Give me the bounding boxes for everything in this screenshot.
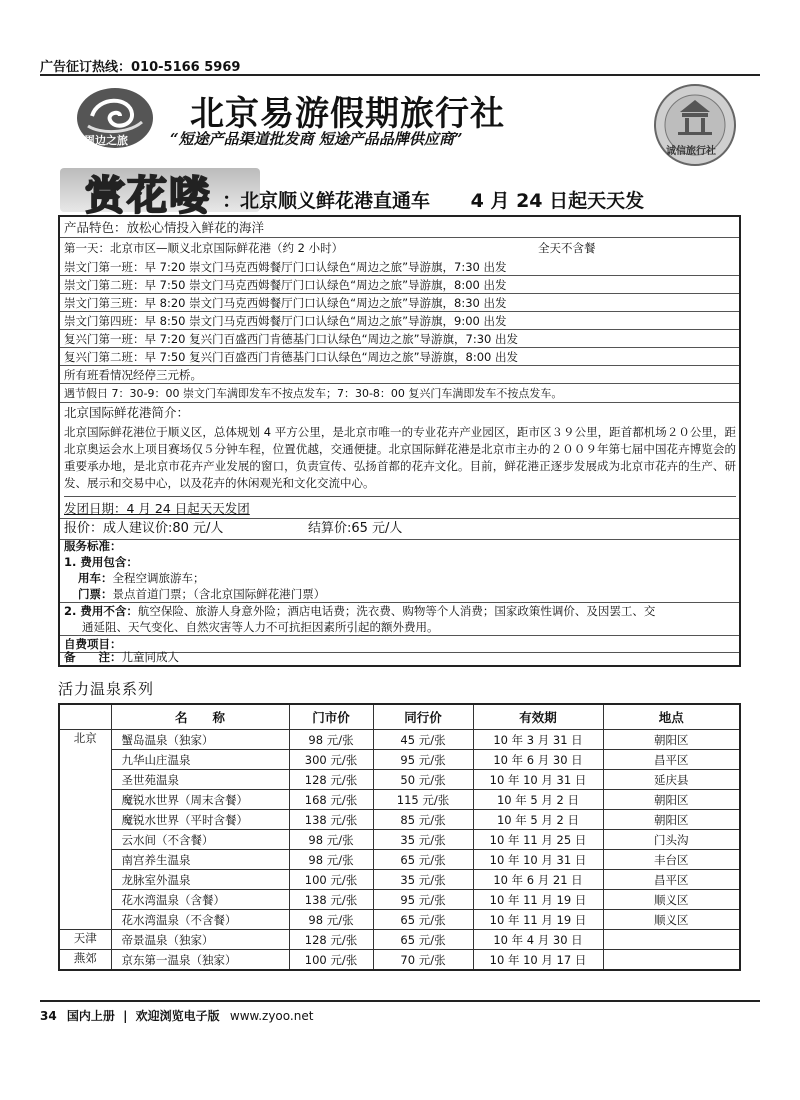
location: 朝阳区 [603, 790, 740, 810]
feature-text: 产品特色：放松心情投入鲜花的海洋 [64, 220, 265, 235]
day1-meal: 全天不含餐 [538, 241, 596, 255]
fee-excl-row [60, 603, 739, 619]
valid-until: 10 年 6 月 21 日 [473, 870, 603, 890]
slogan: “短途产品渠道批发商 短途产品品牌供应商” [170, 130, 463, 148]
col-header [59, 704, 111, 730]
holiday-note-row [60, 386, 739, 403]
invite-text: 欢迎浏览电子版 [135, 1009, 220, 1023]
table-row [59, 790, 740, 810]
spa-name: 龙脉室外温泉 [111, 870, 289, 890]
intro-paragraph: 北京国际鲜花港位于顺义区，总体规划 4 平方公里，是北京市唯一的专业花卉产业园区，距市区３９公里，距首都机场２０公里，距北京奥运会水上项目赛场仅５分钟车程，位置优越，交通便捷。北京国际鲜花港是北京市主办的２００９年第七届中国花卉博览会的重要承办地，是北京市花卉产业发展的窗口，负责宣传、弘扬首都的花卉文化。目前，鲜花港正逐步发展成为北京市花卉的生产、研发、展示和交易中心，以及花卉的休闲观光和文化交流中心。 [64, 424, 736, 497]
agency-name: 北京易游假期旅行社 [190, 94, 505, 134]
spa-name: 花水湾温泉（不含餐） [111, 910, 289, 930]
fee-excl-label: 2. 费用不含： [64, 604, 138, 618]
trade-price: 65 元/张 [373, 910, 473, 930]
group-date: 发团日期：4 月 24 日起天天发团 [64, 501, 250, 516]
retail-price: 100 元/张 [289, 870, 373, 890]
fee-car: 全程空调旅游车； [112, 571, 205, 585]
spa-section-title: 活力温泉系列 [58, 680, 155, 698]
shuttle-text: 崇文门第三班：早 8:20 崇文门马克西姆餐厅门口认绿色“周边之旅”导游旗，8:30 出发 [64, 296, 507, 310]
stop-note: 所有班看情况经停三元桥。 [64, 368, 202, 382]
table-row [59, 950, 740, 971]
heading-colon: ： [222, 188, 242, 212]
day1-row [60, 240, 739, 256]
region-cell: 燕郊 [59, 950, 111, 971]
trade-price: 85 元/张 [373, 810, 473, 830]
fee-incl-title: 1. 费用包含： [64, 555, 138, 569]
retail-price: 128 元/张 [289, 930, 373, 950]
trade-price: 35 元/张 [373, 870, 473, 890]
shuttle-text: 复兴门第一班：早 7:20 复兴门百盛西门肯德基门口认绿色“周边之旅”导游旗，7:30 出发 [64, 332, 519, 346]
group-date-row [60, 500, 739, 519]
retail-price: 138 元/张 [289, 890, 373, 910]
retail-price: 98 元/张 [289, 830, 373, 850]
trade-price: 35 元/张 [373, 830, 473, 850]
remark-label: 备 注： [64, 650, 122, 664]
trade-price: 70 元/张 [373, 950, 473, 971]
footer [40, 1007, 313, 1024]
price-adult: 报价：成人建议价:80 元/人 [64, 521, 224, 536]
remark: 儿童同成人 [121, 650, 179, 664]
spa-table [58, 703, 741, 971]
location: 朝阳区 [603, 810, 740, 830]
trade-price: 50 元/张 [373, 770, 473, 790]
spa-name: 云水间（不含餐） [111, 830, 289, 850]
valid-until: 10 年 11 月 19 日 [473, 890, 603, 910]
valid-until: 10 年 3 月 31 日 [473, 730, 603, 750]
spa-name: 魔锐水世界（平时含餐） [111, 810, 289, 830]
valid-until: 10 年 10 月 31 日 [473, 770, 603, 790]
trade-price: 115 元/张 [373, 790, 473, 810]
location [603, 950, 740, 971]
day1-label: 第一天：北京市区—顺义北京国际鲜花港（约 2 小时） [64, 241, 344, 255]
logo-text: 周边之旅 [84, 134, 128, 147]
shuttle-row [60, 295, 739, 312]
ad-hotline: 广告征订热线：010-5166 5969 [40, 60, 241, 75]
feature-row [60, 218, 739, 238]
trade-price: 95 元/张 [373, 890, 473, 910]
shuttle-text: 崇文门第二班：早 7:50 崇文门马克西姆餐厅门口认绿色“周边之旅”导游旗，8:00 出发 [64, 278, 507, 292]
location: 门头沟 [603, 830, 740, 850]
fee-excl-text: 航空保险、旅游人身意外险；酒店电话费；洗衣费、购物等个人消费；国家政策性调价、及因罢工、交 [137, 604, 656, 618]
fee-ticket: 景点首道门票；（含北京国际鲜花港门票） [112, 587, 326, 601]
col-header: 名 称 [111, 704, 289, 730]
stop-note-row [60, 367, 739, 384]
shuttle-text: 复兴门第二班：早 7:50 复兴门百盛西门肯德基门口认绿色“周边之旅”导游旗，8:00 出发 [64, 350, 519, 364]
location: 丰台区 [603, 850, 740, 870]
page-number: 34 [40, 1009, 57, 1023]
retail-price: 98 元/张 [289, 730, 373, 750]
trade-price: 45 元/张 [373, 730, 473, 750]
retail-price: 168 元/张 [289, 790, 373, 810]
col-header: 门市价 [289, 704, 373, 730]
spa-header-row [59, 704, 740, 730]
retail-price: 98 元/张 [289, 850, 373, 870]
price-settle: 结算价:65 元/人 [308, 521, 403, 536]
route-name: 北京顺义鲜花港直通车 [240, 190, 431, 212]
table-row [59, 930, 740, 950]
fee-ticket-row [60, 586, 739, 603]
table-row [59, 830, 740, 850]
section-name: 国内上册 [66, 1009, 115, 1023]
valid-until: 10 年 5 月 2 日 [473, 810, 603, 830]
main-heading: 赏花喽 [85, 172, 211, 219]
service-title-row [60, 538, 739, 554]
col-header: 地点 [603, 704, 740, 730]
spa-name: 京东第一温泉（独家） [111, 950, 289, 971]
route-title [240, 186, 644, 213]
table-row [59, 850, 740, 870]
spa-name: 圣世苑温泉 [111, 770, 289, 790]
valid-until: 10 年 5 月 2 日 [473, 790, 603, 810]
valid-until: 10 年 10 月 17 日 [473, 950, 603, 971]
intro-title-row [60, 405, 739, 421]
region-cell: 北京 [59, 730, 111, 930]
fee-excl-row-2 [60, 619, 739, 636]
table-row [59, 890, 740, 910]
location: 昌平区 [603, 870, 740, 890]
retail-price: 128 元/张 [289, 770, 373, 790]
region-cell: 天津 [59, 930, 111, 950]
location: 昌平区 [603, 750, 740, 770]
separator: | [123, 1009, 128, 1023]
valid-until: 10 年 4 月 30 日 [473, 930, 603, 950]
retail-price: 300 元/张 [289, 750, 373, 770]
trade-price: 95 元/张 [373, 750, 473, 770]
trade-price: 65 元/张 [373, 930, 473, 950]
valid-until: 10 年 10 月 31 日 [473, 850, 603, 870]
spa-name: 花水湾温泉（含餐） [111, 890, 289, 910]
holiday-note: 遇节假日 7：30-9：00 崇文门车满即发车不按点发车；7：30-8：00 复兴门车满即发车不按点发车。 [64, 387, 563, 400]
shuttle-row [60, 331, 739, 348]
spa-name: 蟹岛温泉（独家） [111, 730, 289, 750]
fee-car-label: 用车： [78, 571, 113, 585]
table-row [59, 730, 740, 750]
shuttle-text: 崇文门第一班：早 7:20 崇文门马克西姆餐厅门口认绿色“周边之旅”导游旗，7:30 出发 [64, 260, 507, 274]
table-row [59, 750, 740, 770]
valid-until: 10 年 11 月 19 日 [473, 910, 603, 930]
col-header: 同行价 [373, 704, 473, 730]
self-pay: 自费项目： [64, 637, 122, 651]
shuttle-row [60, 277, 739, 294]
location: 延庆县 [603, 770, 740, 790]
spa-name: 九华山庄温泉 [111, 750, 289, 770]
shuttle-row [60, 313, 739, 330]
valid-until: 10 年 6 月 30 日 [473, 750, 603, 770]
shuttle-text: 崇文门第四班：早 8:50 崇文门马克西姆餐厅门口认绿色“周边之旅”导游旗，9:00 出发 [64, 314, 507, 328]
bottom-divider [40, 1000, 760, 1002]
location [603, 930, 740, 950]
location: 顺义区 [603, 890, 740, 910]
fee-car-row [60, 570, 739, 586]
table-row [59, 770, 740, 790]
price-row [60, 519, 739, 540]
location: 朝阳区 [603, 730, 740, 750]
departure-note: 4 月 24 日起天天发 [470, 190, 645, 212]
top-divider [40, 74, 760, 76]
fee-ticket-label: 门票： [78, 587, 113, 601]
spa-name: 南宫养生温泉 [111, 850, 289, 870]
fee-excl-text-2: 通延阻、天气变化、自然灾害等人力不可抗拒因素所引起的额外费用。 [82, 620, 439, 634]
retail-price: 100 元/张 [289, 950, 373, 971]
intro-title: 北京国际鲜花港简介： [64, 405, 190, 420]
site-url[interactable]: www.zyoo.net [229, 1009, 314, 1023]
spa-name: 帝景温泉（独家） [111, 930, 289, 950]
trade-price: 65 元/张 [373, 850, 473, 870]
spa-name: 魔锐水世界（周末含餐） [111, 790, 289, 810]
seal-text: 诚信旅行社 [666, 146, 716, 157]
table-row [59, 910, 740, 930]
fee-incl-row [60, 554, 739, 570]
table-row [59, 810, 740, 830]
agency-logo [70, 86, 160, 156]
service-title: 服务标准： [64, 539, 122, 553]
col-header: 有效期 [473, 704, 603, 730]
shuttle-row [60, 349, 739, 366]
agency-seal [652, 82, 738, 168]
location: 顺义区 [603, 910, 740, 930]
valid-until: 10 年 11 月 25 日 [473, 830, 603, 850]
retail-price: 98 元/张 [289, 910, 373, 930]
retail-price: 138 元/张 [289, 810, 373, 830]
remark-row [60, 650, 739, 665]
table-row [59, 870, 740, 890]
shuttle-row [60, 259, 739, 276]
